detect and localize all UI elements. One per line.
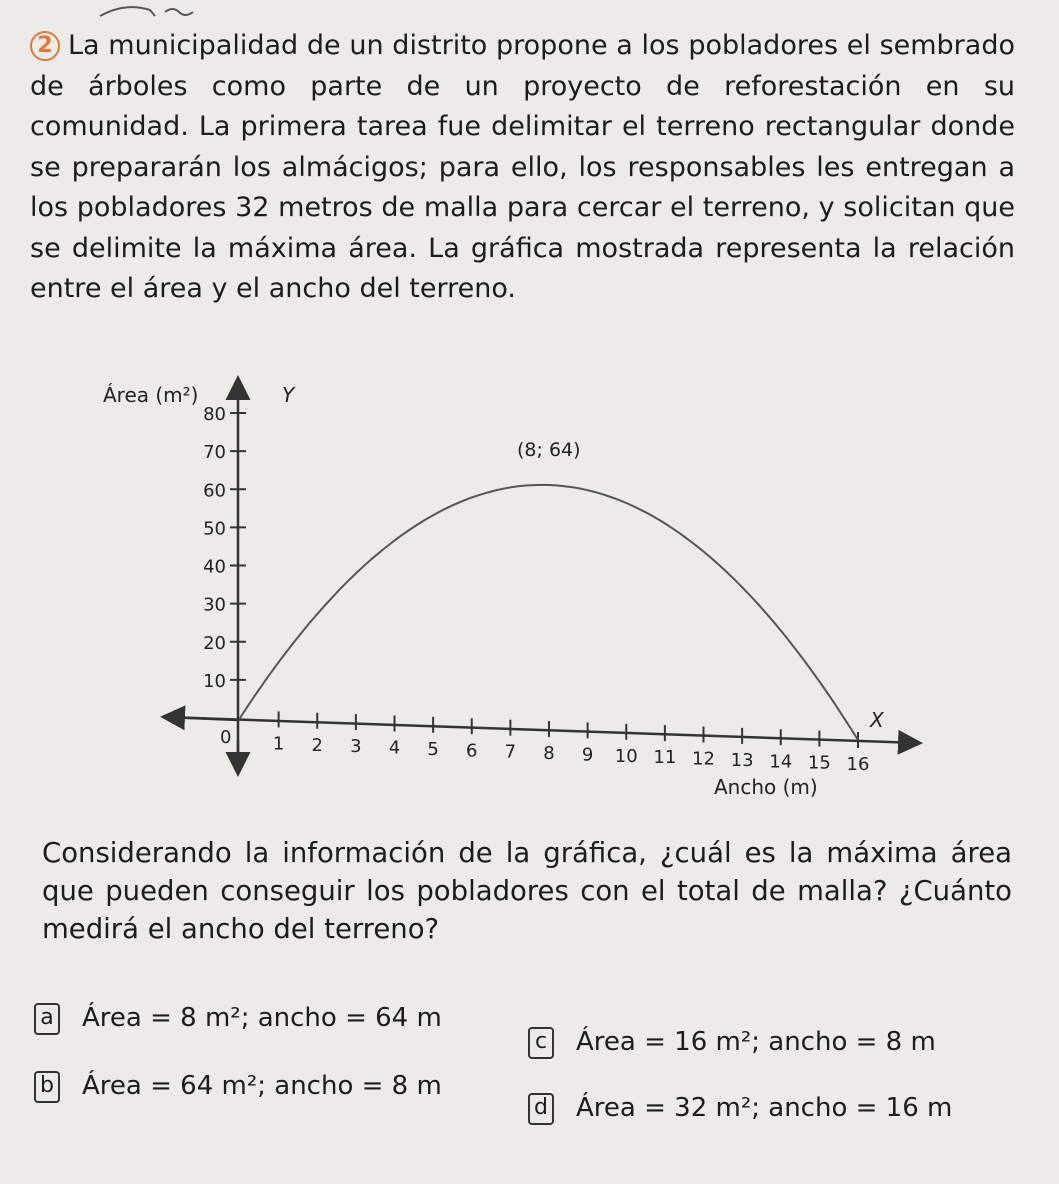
option-b[interactable] <box>34 1068 442 1104</box>
y-tick-label: 40 <box>203 556 226 578</box>
option-d-text: Área = 32 m²; ancho = 16 m <box>576 1093 953 1123</box>
problem-number: 2 <box>30 31 60 61</box>
x-tick-label: 12 <box>692 748 715 770</box>
y-axis-letter: Y <box>282 383 295 407</box>
area-vs-width-chart <box>0 360 1059 810</box>
x-tick-label: 16 <box>846 754 870 775</box>
y-axis-label: Área (m²) <box>103 383 199 407</box>
option-a-text: Área = 8 m²; ancho = 64 m <box>82 1003 442 1033</box>
problem-text: La municipalidad de un distrito propone a los pobladores el sembrado de árboles como parte de un proyecto de reforestación en su comunidad. La primera tarea fue delimitar el terreno rectangular donde se prepararán los almácigos; para ello, los responsables les entregan a los pobladores 32 metros de malla para cercar el terreno, y solicitan que se delimite la máxima área. La gráfica mostrada representa la relación entre el área y el ancho del terreno. <box>30 30 1015 304</box>
option-c-letter: c <box>528 1027 554 1059</box>
top-scribble <box>95 0 215 20</box>
question-text: Considerando la información de la gráfica, ¿cuál es la máxima área que pueden conseguir los pobladores con el total de malla? ¿Cuánto medirá el ancho del terreno? <box>42 837 1012 945</box>
option-a-letter: a <box>34 1003 60 1035</box>
y-tick-label: 20 <box>203 632 226 654</box>
y-tick-label: 70 <box>203 442 226 464</box>
option-b-letter: b <box>34 1071 60 1103</box>
x-tick-label: 7 <box>504 741 517 763</box>
y-tick-label: 60 <box>203 480 226 502</box>
vertex-annotation: (8; 64) <box>517 439 581 461</box>
x-tick-label: 9 <box>581 744 594 766</box>
y-tick-label: 30 <box>203 594 226 616</box>
origin-label: 0 <box>220 727 232 748</box>
problem-statement <box>30 26 1015 310</box>
x-tick-label: 6 <box>466 740 478 762</box>
y-tick-label: 50 <box>203 518 226 540</box>
x-tick-label: 14 <box>769 751 793 773</box>
x-tick-label: 10 <box>614 745 638 767</box>
x-tick-label: 15 <box>807 752 831 774</box>
option-b-text: Área = 64 m²; ancho = 8 m <box>82 1071 442 1101</box>
option-d-letter: d <box>528 1093 554 1125</box>
y-tick-label: 80 <box>203 404 226 425</box>
x-tick-label: 2 <box>311 734 323 756</box>
x-axis-letter: X <box>870 708 884 732</box>
y-tick-label: 10 <box>203 670 226 692</box>
x-tick-label: 3 <box>350 736 362 758</box>
x-tick-label: 8 <box>543 743 555 764</box>
option-d[interactable] <box>528 1090 952 1126</box>
x-tick-label: 11 <box>653 747 677 769</box>
x-tick-label: 1 <box>272 733 285 755</box>
option-a[interactable] <box>34 1000 442 1036</box>
x-axis-left-arrow <box>165 717 238 720</box>
x-tick-label: 13 <box>730 749 754 771</box>
option-c-text: Área = 16 m²; ancho = 8 m <box>576 1027 936 1057</box>
x-axis-label: Ancho (m) <box>714 775 818 799</box>
x-tick-label: 5 <box>427 738 439 760</box>
x-tick-label: 4 <box>388 737 401 759</box>
option-c[interactable] <box>528 1024 936 1060</box>
area-curve <box>240 485 858 740</box>
